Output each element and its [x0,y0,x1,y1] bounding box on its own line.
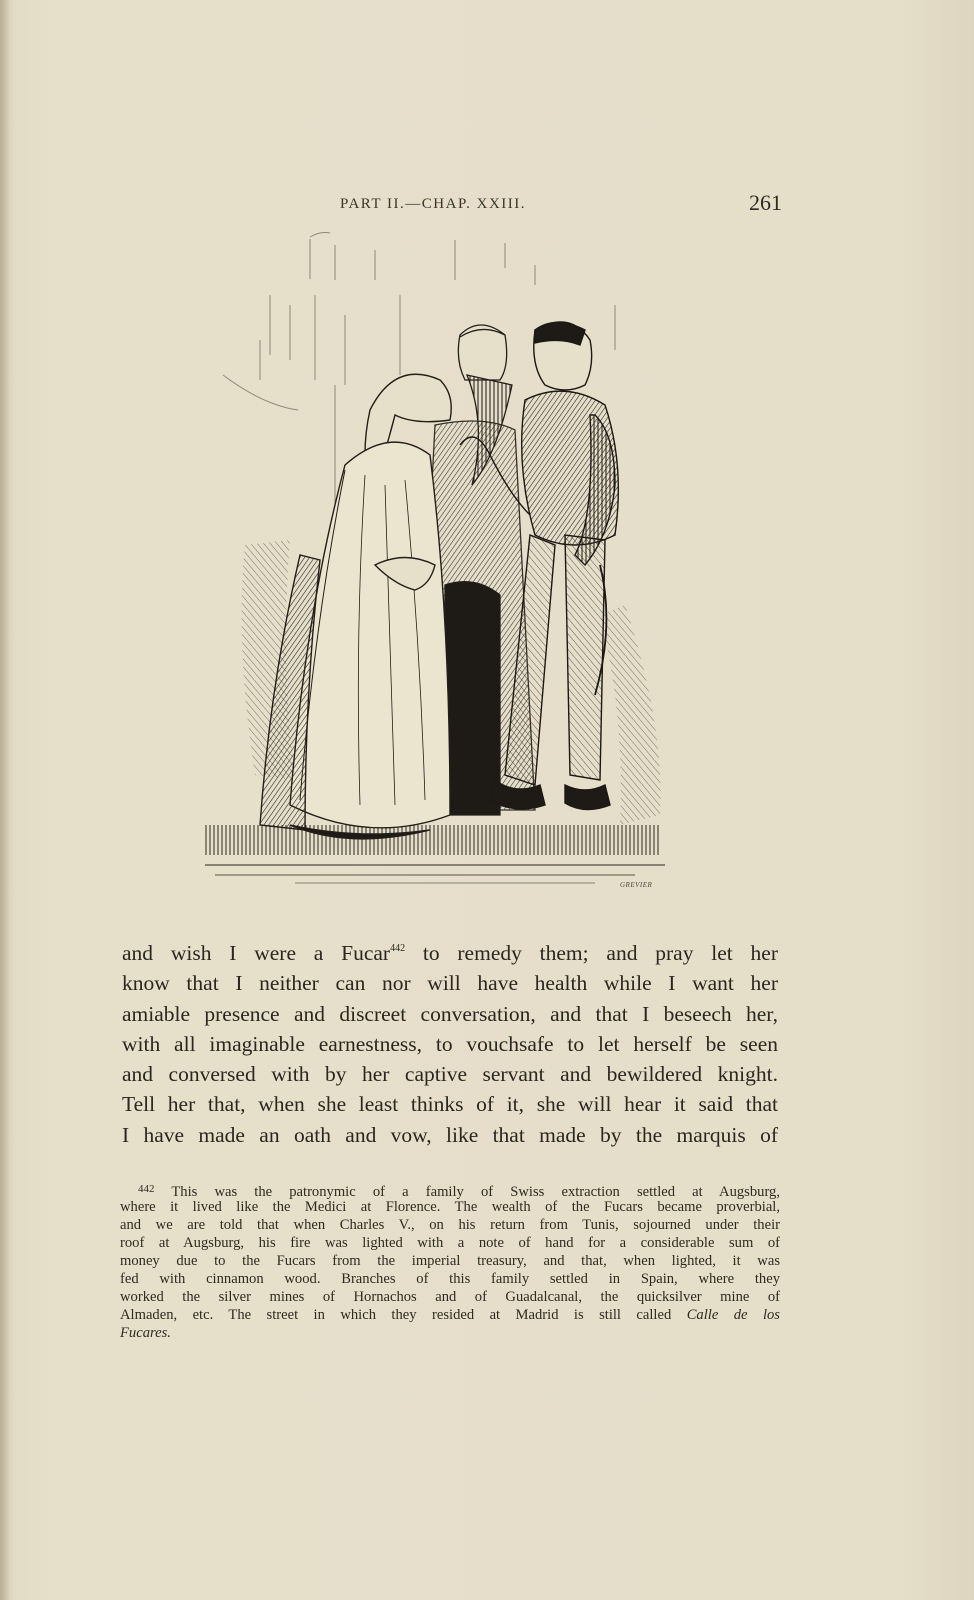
body-line-5: and conversed with by her captive servant and bewildered knight. [122,1062,778,1087]
footnote-reference[interactable]: 442 [390,943,406,954]
body-line-1 [122,938,778,968]
page-header [122,190,782,220]
footnote-line-8-text: Almaden, etc. The street in which they resided at Madrid is still called [120,1307,672,1323]
footnote-line-2: where it lived like the Medici at Florence. The wealth of the Fucars became proverbial, [120,1199,780,1215]
footnote-line-6: fed with cinnamon wood. Branches of this family settled in Spain, where they [120,1271,780,1287]
footnote-italic-street-name: Calle de los [686,1307,780,1323]
spine-shadow [0,0,10,1600]
footnote-line-3: and we are told that when Charles V., on his return from Tunis, sojourned under their [120,1217,780,1233]
engraving-illustration [205,225,695,905]
background-shade-right [600,605,661,825]
veiled-woman [260,374,451,839]
footnote-line-7: worked the silver mines of Hornachos and of Guadalcanal, the quicksilver mine of [120,1289,780,1305]
engraving-svg [205,225,695,905]
body-line-6: Tell her that, when she least thinks of it, she will hear it said that [122,1092,778,1117]
engraver-signature: GREVIER [620,881,653,889]
footnote [120,1180,780,1342]
running-head: PART II.—CHAP. XXIII. [340,196,527,212]
footnote-italic-fucares: Fucares. [120,1325,171,1341]
footnote-line-9 [120,1324,780,1342]
page-number: 261 [749,190,782,215]
body-line-7: I have made an oath and vow, like that made by the marquis of [122,1122,778,1147]
body-line-4: with all imaginable earnestness, to vouchsafe to let herself be seen [122,1031,778,1056]
footnote-marker: 442 [138,1183,155,1195]
body-line-1-before: and wish I were a Fucar [122,941,391,965]
footnote-line-4: roof at Augsburg, his fire was lighted with a note of hand for a considerable sum of [120,1235,780,1251]
footnote-line-5: money due to the Fucars from the imperial treasury, and that, when lighted, it was [120,1253,780,1269]
body-line-3: amiable presence and discreet conversation, and that I beseech her, [122,1001,778,1026]
footnote-line-1 [120,1180,780,1198]
body-line-1-after: to remedy them; and pray let her [405,941,778,965]
footnote-line-1-text: This was the patronymic of a family of Swiss extraction settled at Augsburg, [171,1184,780,1200]
footnote-line-8 [120,1306,780,1324]
body-text [122,938,778,1150]
floor [205,825,665,883]
body-line-2: know that I neither can nor will have health while I want her [122,971,778,996]
